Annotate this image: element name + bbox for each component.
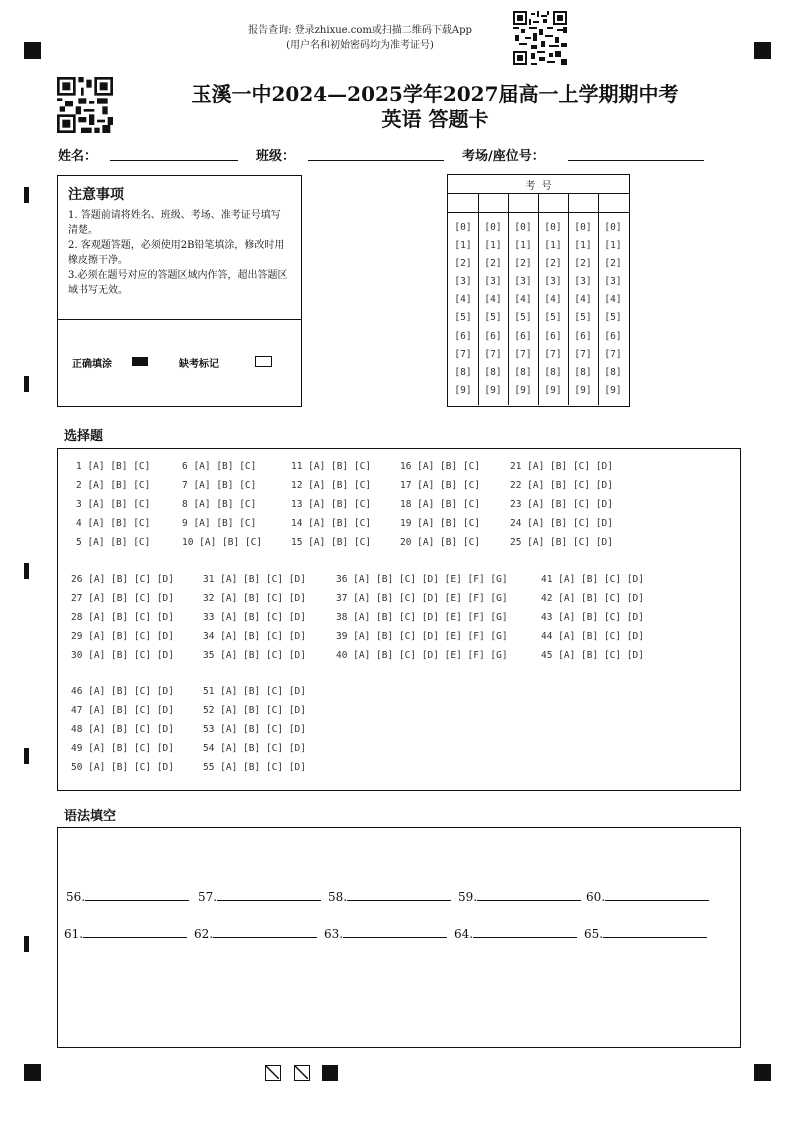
- mc-question-item[interactable]: 50 [A] [B] [C] [D]: [71, 762, 174, 773]
- mc-question-item[interactable]: 43 [A] [B] [C] [D]: [541, 612, 644, 623]
- exam-digit-column: [568, 219, 598, 400]
- mc-question-item[interactable]: 26 [A] [B] [C] [D]: [71, 574, 174, 585]
- mc-question-item[interactable]: 1 [A] [B] [C]: [76, 461, 151, 472]
- mc-question-item[interactable]: 44 [A] [B] [C] [D]: [541, 631, 644, 642]
- mc-question-item[interactable]: 55 [A] [B] [C] [D]: [203, 762, 306, 773]
- digit-bubble[interactable]: [2]: [574, 258, 592, 270]
- corner-mark-bottom-left: [24, 1064, 41, 1081]
- digit-bubble[interactable]: [5]: [604, 312, 622, 324]
- digit-bubble[interactable]: [1]: [544, 240, 562, 252]
- mc-question-item[interactable]: 15 [A] [B] [C]: [291, 537, 372, 548]
- grammar-blank[interactable]: [66, 888, 189, 904]
- digit-bubble[interactable]: [8]: [604, 366, 622, 378]
- blank-number: 61.: [64, 927, 84, 941]
- digit-bubble[interactable]: [7]: [604, 348, 622, 360]
- digit-bubble[interactable]: [9]: [454, 384, 472, 396]
- timing-mark: [24, 187, 29, 203]
- mc-question-item[interactable]: 36 [A] [B] [C] [D] [E] [F] [G]: [336, 574, 508, 585]
- digit-bubble[interactable]: [6]: [544, 330, 562, 342]
- grammar-blank[interactable]: [584, 925, 707, 941]
- mc-question-item[interactable]: 16 [A] [B] [C]: [400, 461, 481, 472]
- name-field[interactable]: [110, 159, 238, 161]
- notice-line-2: (用户名和初始密码均为准考证号): [286, 40, 434, 51]
- timing-mark: [24, 563, 29, 579]
- corner-mark-top-left: [24, 42, 41, 59]
- correct-fill-label: 正确填涂: [72, 359, 112, 370]
- timing-mark: [24, 376, 29, 392]
- digit-bubble[interactable]: [2]: [454, 258, 472, 270]
- digit-bubble[interactable]: [0]: [454, 222, 472, 233]
- mc-question-item[interactable]: 2 [A] [B] [C]: [76, 480, 151, 491]
- notes-item: 2. 客观题答题，必须使用2B铅笔填涂，修改时用橡皮擦干净。: [68, 240, 285, 266]
- digit-bubble[interactable]: [9]: [484, 384, 502, 396]
- digit-bubble[interactable]: [7]: [544, 348, 562, 360]
- blank-line[interactable]: [477, 888, 581, 901]
- absent-label: 缺考标记: [179, 359, 219, 370]
- blank-line[interactable]: [85, 888, 189, 901]
- digit-bubble[interactable]: [4]: [544, 294, 562, 306]
- correct-fill-sample: [132, 357, 148, 366]
- grammar-blank[interactable]: [328, 888, 451, 904]
- blank-number: 59.: [458, 890, 478, 904]
- timing-mark: [24, 748, 29, 764]
- grammar-section-title: 语法填空: [64, 809, 117, 824]
- mc-question-item[interactable]: 46 [A] [B] [C] [D]: [71, 686, 174, 697]
- seat-field[interactable]: [568, 159, 704, 161]
- digit-bubble[interactable]: [2]: [604, 258, 622, 270]
- blank-line[interactable]: [347, 888, 451, 901]
- blank-line[interactable]: [83, 925, 187, 938]
- page-title: 玉溪一中2024—2025学年2027届高一上学期期中考: [191, 82, 679, 106]
- mc-question-item[interactable]: 13 [A] [B] [C]: [291, 499, 372, 510]
- mc-question-item[interactable]: 38 [A] [B] [C] [D] [E] [F] [G]: [336, 612, 508, 623]
- digit-bubble[interactable]: [5]: [514, 312, 532, 324]
- digit-bubble[interactable]: [6]: [514, 330, 532, 342]
- digit-bubble[interactable]: [2]: [544, 258, 562, 270]
- notes-item: 1. 答题前请将姓名、班级、考场、准考证号填写清楚。: [68, 210, 281, 236]
- mc-question-item[interactable]: 6 [A] [B] [C]: [182, 461, 257, 472]
- page-id-box-slashed-icon: [294, 1065, 310, 1081]
- notes-box: [57, 175, 302, 407]
- mc-question-item[interactable]: 45 [A] [B] [C] [D]: [541, 650, 644, 661]
- digit-bubble[interactable]: [9]: [544, 384, 562, 396]
- blank-line[interactable]: [605, 888, 709, 901]
- digit-bubble[interactable]: [3]: [514, 276, 532, 288]
- mc-question-item[interactable]: 31 [A] [B] [C] [D]: [203, 574, 306, 585]
- mc-question-item[interactable]: 40 [A] [B] [C] [D] [E] [F] [G]: [336, 650, 508, 661]
- mc-section-title: 选择题: [64, 429, 104, 444]
- digit-bubble[interactable]: [2]: [514, 258, 532, 270]
- report-query-notice: [230, 23, 490, 53]
- mc-question-item[interactable]: 33 [A] [B] [C] [D]: [203, 612, 306, 623]
- blank-line[interactable]: [213, 925, 317, 938]
- digit-bubble[interactable]: [8]: [484, 366, 502, 378]
- absent-checkbox[interactable]: [255, 356, 272, 367]
- digit-bubble[interactable]: [0]: [484, 222, 502, 233]
- class-label: 班级：: [256, 149, 296, 164]
- mc-question-item[interactable]: 34 [A] [B] [C] [D]: [203, 631, 306, 642]
- seat-label: 考场/座位号：: [462, 149, 545, 164]
- grammar-blank[interactable]: [458, 888, 581, 904]
- exam-number-grid: [448, 219, 629, 399]
- digit-bubble[interactable]: [1]: [484, 240, 502, 252]
- mc-question-item[interactable]: 39 [A] [B] [C] [D] [E] [F] [G]: [336, 631, 508, 642]
- digit-bubble[interactable]: [5]: [454, 312, 472, 324]
- digit-bubble[interactable]: [5]: [544, 312, 562, 324]
- mc-question-item[interactable]: 47 [A] [B] [C] [D]: [71, 705, 174, 716]
- mc-question-item[interactable]: 11 [A] [B] [C]: [291, 461, 372, 472]
- mc-question-item[interactable]: 12 [A] [B] [C]: [291, 480, 372, 491]
- exam-digit-column: [598, 219, 628, 400]
- digit-bubble[interactable]: [1]: [574, 240, 592, 252]
- page-subtitle: 英语 答题卡: [381, 107, 489, 131]
- corner-mark-bottom-right: [754, 1064, 771, 1081]
- mc-question-item[interactable]: 41 [A] [B] [C] [D]: [541, 574, 644, 585]
- digit-bubble[interactable]: [5]: [484, 312, 502, 324]
- mc-question-item[interactable]: 17 [A] [B] [C]: [400, 480, 481, 491]
- mc-question-item[interactable]: 48 [A] [B] [C] [D]: [71, 724, 174, 735]
- digit-bubble[interactable]: [7]: [514, 348, 532, 360]
- notes-item: 3.必须在题号对应的答题区域内作答，超出答题区域书写无效。: [68, 270, 288, 296]
- mc-question-item[interactable]: 28 [A] [B] [C] [D]: [71, 612, 174, 623]
- digit-bubble[interactable]: [6]: [574, 330, 592, 342]
- mc-question-item[interactable]: 32 [A] [B] [C] [D]: [203, 593, 306, 604]
- digit-bubble[interactable]: [1]: [454, 240, 472, 252]
- digit-bubble[interactable]: [9]: [574, 384, 592, 396]
- notes-list: [68, 208, 290, 298]
- digit-bubble[interactable]: [7]: [454, 348, 472, 360]
- mc-question-item[interactable]: 14 [A] [B] [C]: [291, 518, 372, 529]
- digit-bubble[interactable]: [1]: [514, 240, 532, 252]
- mc-question-item[interactable]: 37 [A] [B] [C] [D] [E] [F] [G]: [336, 593, 508, 604]
- grammar-blank[interactable]: [194, 925, 317, 941]
- digit-bubble[interactable]: [0]: [604, 222, 622, 233]
- mc-question-item[interactable]: 22 [A] [B] [C] [D]: [510, 480, 613, 491]
- digit-bubble[interactable]: [8]: [544, 366, 562, 378]
- page-id-box-slashed-icon: [265, 1065, 281, 1081]
- mc-question-item[interactable]: 29 [A] [B] [C] [D]: [71, 631, 174, 642]
- digit-bubble[interactable]: [4]: [514, 294, 532, 306]
- mc-question-item[interactable]: 35 [A] [B] [C] [D]: [203, 650, 306, 661]
- mc-question-item[interactable]: 54 [A] [B] [C] [D]: [203, 743, 306, 754]
- digit-bubble[interactable]: [6]: [454, 330, 472, 342]
- digit-bubble[interactable]: [6]: [604, 330, 622, 342]
- mc-question-item[interactable]: 21 [A] [B] [C] [D]: [510, 461, 613, 472]
- digit-bubble[interactable]: [7]: [484, 348, 502, 360]
- digit-bubble[interactable]: [9]: [604, 384, 622, 396]
- digit-bubble[interactable]: [0]: [514, 222, 532, 233]
- mc-question-item[interactable]: 49 [A] [B] [C] [D]: [71, 743, 174, 754]
- mc-question-item[interactable]: 3 [A] [B] [C]: [76, 499, 151, 510]
- exam-number-title: 考 号: [525, 181, 552, 192]
- blank-number: 58.: [328, 890, 348, 904]
- digit-bubble[interactable]: [2]: [484, 258, 502, 270]
- digit-bubble[interactable]: [3]: [544, 276, 562, 288]
- blank-number: 63.: [324, 927, 344, 941]
- digit-bubble[interactable]: [3]: [604, 276, 622, 288]
- mc-question-item[interactable]: 5 [A] [B] [C]: [76, 537, 151, 548]
- digit-bubble[interactable]: [7]: [574, 348, 592, 360]
- blank-line[interactable]: [473, 925, 577, 938]
- mc-question-item[interactable]: 51 [A] [B] [C] [D]: [203, 686, 306, 697]
- digit-bubble[interactable]: [3]: [574, 276, 592, 288]
- student-qr-code-icon: [56, 76, 114, 134]
- mc-question-item[interactable]: 53 [A] [B] [C] [D]: [203, 724, 306, 735]
- grammar-blank[interactable]: [324, 925, 447, 941]
- mc-question-item[interactable]: 23 [A] [B] [C] [D]: [510, 499, 613, 510]
- digit-bubble[interactable]: [0]: [544, 222, 562, 233]
- grammar-answer-area: [57, 827, 741, 1048]
- grammar-blank[interactable]: [586, 888, 709, 904]
- grammar-blank[interactable]: [64, 925, 187, 941]
- digit-bubble[interactable]: [8]: [514, 366, 532, 378]
- timing-mark: [24, 936, 29, 952]
- exam-digit-column: [508, 219, 538, 400]
- class-field[interactable]: [308, 159, 444, 161]
- digit-bubble[interactable]: [5]: [574, 312, 592, 324]
- mc-question-item[interactable]: 10 [A] [B] [C]: [182, 537, 263, 548]
- blank-line[interactable]: [603, 925, 707, 938]
- blank-number: 60.: [586, 890, 606, 904]
- exam-number-box: [447, 174, 630, 407]
- blank-number: 57.: [198, 890, 218, 904]
- mc-question-item[interactable]: 42 [A] [B] [C] [D]: [541, 593, 644, 604]
- notes-divider: [58, 319, 301, 320]
- mc-answer-area: [57, 448, 741, 791]
- blank-number: 56.: [66, 890, 86, 904]
- blank-number: 62.: [194, 927, 214, 941]
- exam-digit-column: [478, 219, 508, 400]
- mc-question-item[interactable]: 7 [A] [B] [C]: [182, 480, 257, 491]
- exam-digit-column: [538, 219, 568, 400]
- digit-bubble[interactable]: [9]: [514, 384, 532, 396]
- corner-mark-top-right: [754, 42, 771, 59]
- mc-question-item[interactable]: 8 [A] [B] [C]: [182, 499, 257, 510]
- digit-bubble[interactable]: [1]: [604, 240, 622, 252]
- mc-question-item[interactable]: 25 [A] [B] [C] [D]: [510, 537, 613, 548]
- mc-question-item[interactable]: 20 [A] [B] [C]: [400, 537, 481, 548]
- digit-bubble[interactable]: [4]: [604, 294, 622, 306]
- digit-bubble[interactable]: [8]: [574, 366, 592, 378]
- blank-line[interactable]: [343, 925, 447, 938]
- mc-question-item[interactable]: 18 [A] [B] [C]: [400, 499, 481, 510]
- mc-question-item[interactable]: 30 [A] [B] [C] [D]: [71, 650, 174, 661]
- digit-bubble[interactable]: [3]: [484, 276, 502, 288]
- digit-bubble[interactable]: [4]: [574, 294, 592, 306]
- blank-number: 65.: [584, 927, 604, 941]
- grammar-blank[interactable]: [198, 888, 321, 904]
- digit-bubble[interactable]: [3]: [454, 276, 472, 288]
- mc-question-item[interactable]: 24 [A] [B] [C] [D]: [510, 518, 613, 529]
- blank-line[interactable]: [217, 888, 321, 901]
- app-qr-code-icon: [512, 10, 568, 66]
- mc-question-item[interactable]: 9 [A] [B] [C]: [182, 518, 257, 529]
- digit-bubble[interactable]: [0]: [574, 222, 592, 233]
- mc-question-item[interactable]: 27 [A] [B] [C] [D]: [71, 593, 174, 604]
- notice-line-1: 报告查询: 登录zhixue.com或扫描二维码下载App: [248, 25, 472, 36]
- mc-question-item[interactable]: 19 [A] [B] [C]: [400, 518, 481, 529]
- blank-number: 64.: [454, 927, 474, 941]
- name-label: 姓名：: [58, 149, 98, 164]
- mc-question-item[interactable]: 4 [A] [B] [C]: [76, 518, 151, 529]
- digit-bubble[interactable]: [4]: [484, 294, 502, 306]
- mc-question-item[interactable]: 52 [A] [B] [C] [D]: [203, 705, 306, 716]
- digit-bubble[interactable]: [6]: [484, 330, 502, 342]
- digit-bubble[interactable]: [8]: [454, 366, 472, 378]
- grammar-blank[interactable]: [454, 925, 577, 941]
- exam-digit-column: [448, 219, 478, 400]
- notes-title: 注意事项: [68, 187, 124, 203]
- page-id-box-filled-icon: [322, 1065, 338, 1081]
- digit-bubble[interactable]: [4]: [454, 294, 472, 306]
